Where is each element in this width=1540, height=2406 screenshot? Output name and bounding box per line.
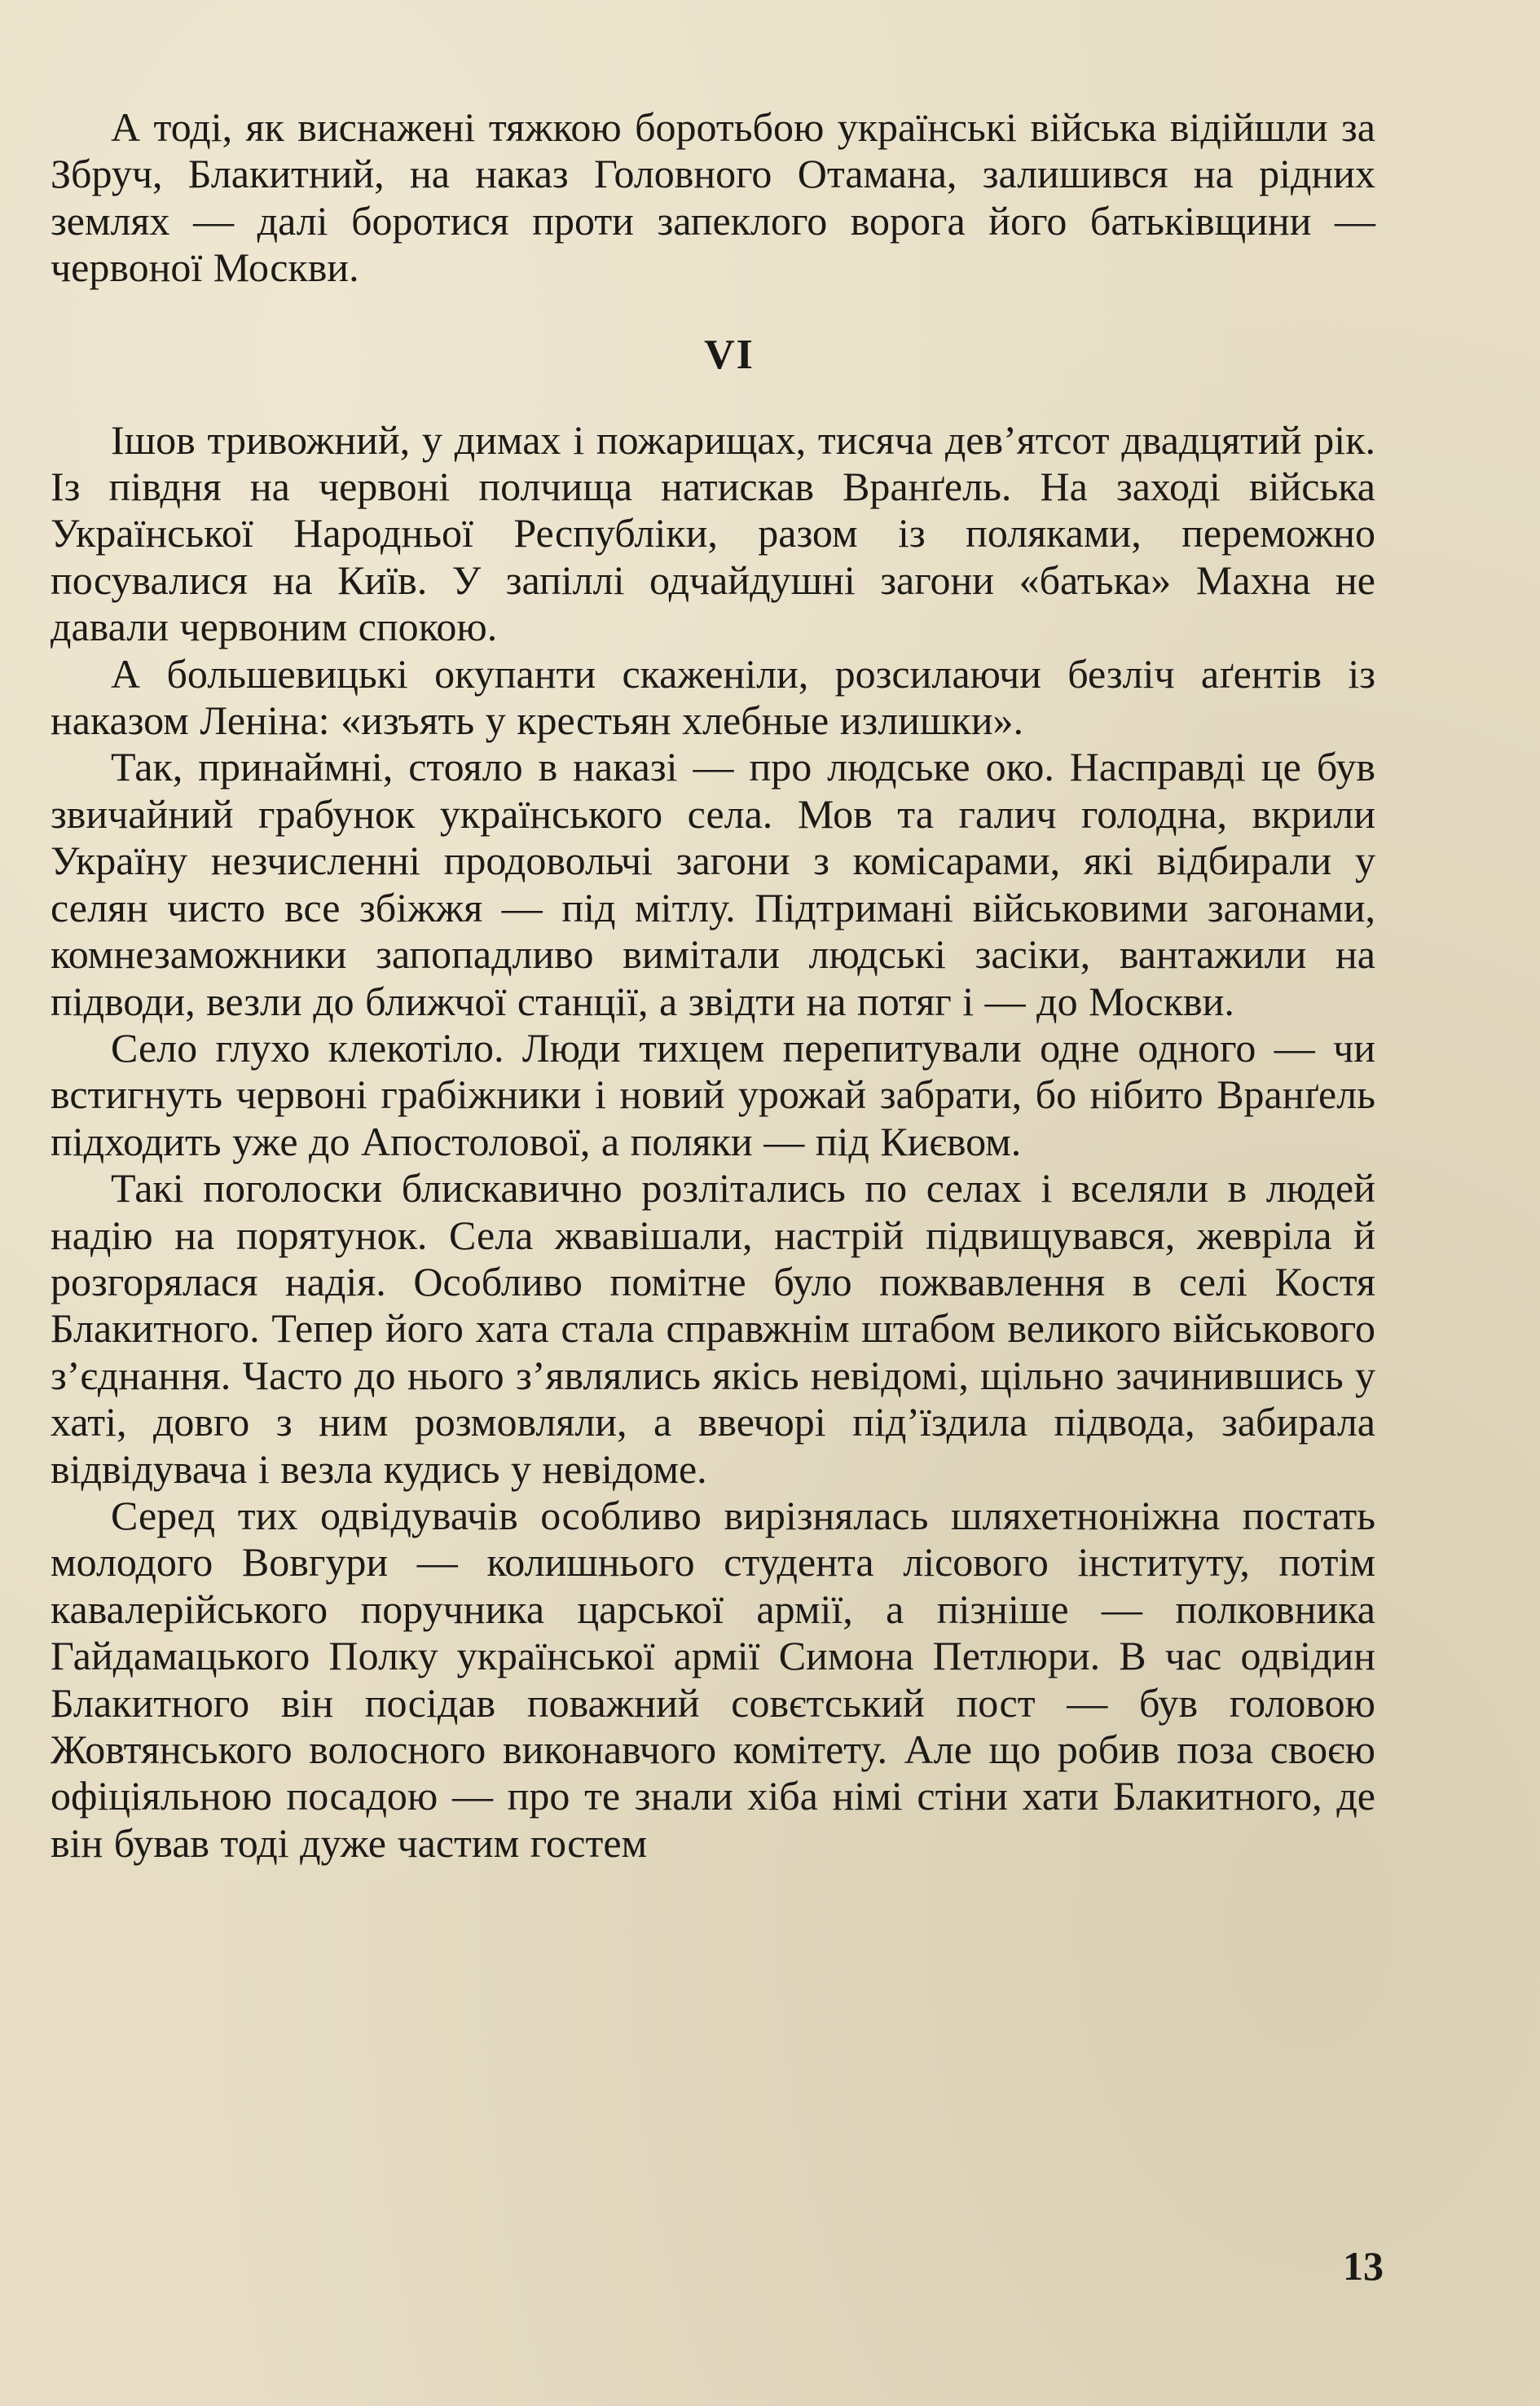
page-number: 13 bbox=[1343, 2243, 1384, 2289]
paragraph-6: Серед тих одвідувачів особливо вирізнялась шляхетноніжна постать молодого Вовгури — колишнього студента лісового інституту, потім кавалерійського поручника царської армії, а пізніше — полковника Гайдамацького Полку української армії Симона Петлюри. В час одвідин Блакитного він посідав поважний совєтський пост — був головою Жовтянського волосного виконавчого комітету. Але що робив поза своєю офіціяльною посадою — про те знали хіба німі стіни хати Блакитного, де він бував тоді дуже частим гостем bbox=[51, 1492, 1375, 1866]
paragraph-5: Такі поголоски блискавично розліталиcь по селах і вселяли в людей надію на порятунок. Села жвавішали, настрій підвищувався, жевріла й розгорялася надія. Особливо помітне було пожвавлення в селі Костя Блакитного. Тепер його хата стала справжнім штабом великого військового з’єднання. Часто до нього з’являлись якісь невідомі, щільно зачинившись у хаті, довго з ним розмовляли, а ввечорі під’їздила підвода, забирала відвідувача і везла кудись у невідоме. bbox=[51, 1165, 1375, 1492]
page-body bbox=[51, 104, 1375, 1867]
paragraph-3: Так, принаймні, стояло в наказі — про людське око. Насправді це був звичайний грабунок українського села. Мов та галич голодна, вкрили Україну незчисленні продовольчі загони з комісарами, які відбирали у селян чисто все збіжжя — під мітлу. Підтримані військовими загонами, комнезаможники запопадливо вимітали людські засіки, вантажили на підводи, везли до ближчої станції, а звідти на потяг і — до Москви. bbox=[51, 744, 1375, 1024]
paragraph-4: Село глухо клекотіло. Люди тихцем перепитували одне одного — чи встигнуть червоні грабіжники і новий урожай забрати, бо нібито Вранґель підходить уже до Апостолової, а поляки — під Києвом. bbox=[51, 1024, 1375, 1164]
paragraph-2: А большевицькі окупанти скаженіли, розсилаючи безліч аґентів із наказом Леніна: «изъять у крестьян хлебные излишки». bbox=[51, 650, 1375, 744]
section-heading: VI bbox=[704, 331, 755, 378]
paragraph-intro: А тоді, як виснажені тяжкою боротьбою українські війська відійшли за Збруч, Блакитний, на наказ Головного Отамана, залишився на рідних землях — далі боротися проти запеклого ворога його батьківщини — червоної Москви. bbox=[51, 104, 1375, 291]
paragraph-1: Ішов тривожний, у димах і пожарищах, тисяча дев’ятсот двадцятий рік. Із півдня на червоні полчища натискав Вранґель. На заході війська Української Народньої Республіки, разом із поляками, переможно посувалися на Київ. У запіллі одчайдушні загони «батька» Махна не давали червоним спокою. bbox=[51, 416, 1375, 650]
